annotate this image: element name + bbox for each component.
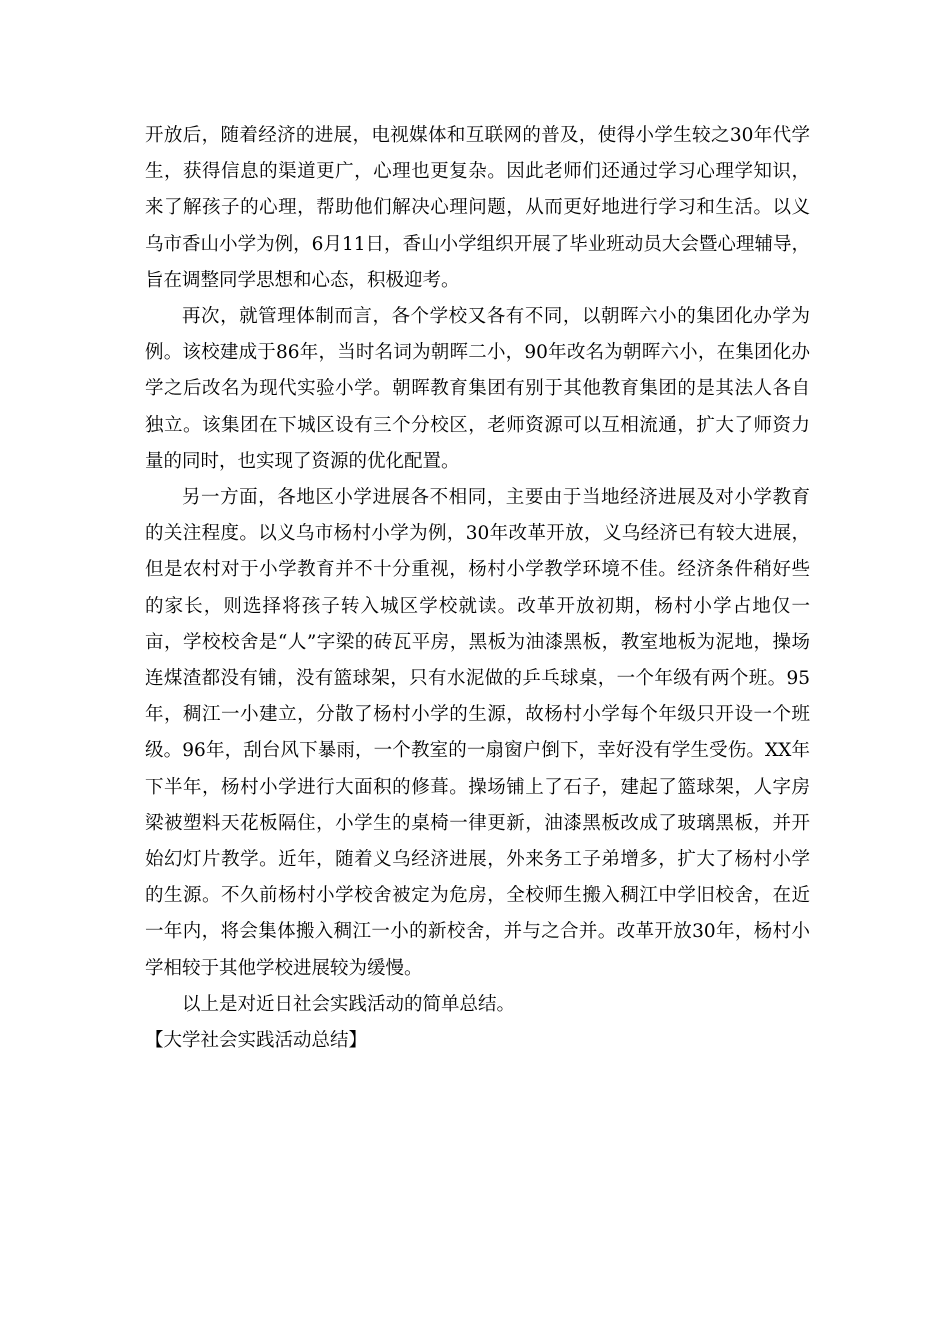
paragraph-regional-development: 另一方面，各地区小学进展各不相同，主要由于当地经济进展及对小学教育的关注程度。以义乌市杨村小学为例，30年改革开放，义乌经济已有较大进展，但是农村对于小学教育并不十分重视，杨村小学教学环境不佳。经济条件稍好些的家长，则选择将孩子转入城区学校就读。改革开放初期，杨村小学占地仅一亩，学校校舍是“人”字梁的砖瓦平房，黑板为油漆黑板，教室地板为泥地，操场连煤渣都没有铺，没有篮球架，只有水泥做的乒乓球桌，一个年级有两个班。95年，稠江一小建立，分散了杨村小学的生源，故杨村小学每个年级只开设一个班级。96年，刮台风下暴雨，一个教室的一扇窗户倒下，幸好没有学生受伤。XX年下半年，杨村小学进行大面积的修葺。操场铺上了石子，建起了篮球架，人字房梁被塑料天花板隔住，小学生的桌椅一律更新，油漆黑板改成了玻璃黑板，并开始幻灯片教学。近年，随着义乌经济进展，外来务工子弟增多，扩大了杨村小学的生源。不久前杨村小学校舍被定为危房，全校师生搬入稠江中学旧校舍，在近一年内，将会集体搬入稠江一小的新校舍，并与之合并。改革开放30年，杨村小学相较于其他学校进展较为缓慢。: [145, 487, 810, 979]
paragraph-continuation: 开放后，随着经济的进展，电视媒体和互联网的普及，使得小学生较之30年代学生，获得信息的渠道更广，心理也更复杂。因此老师们还通过学习心理学知识，来了解孩子的心理，帮助他们解决心理问题，从而更好地进行学习和生活。以义乌市香山小学为例，6月11日，香山小学组织开展了毕业班动员大会暨心理辅导，旨在调整同学思想和心态，积极迎考。: [145, 125, 810, 291]
document-body: [145, 118, 810, 1059]
section-heading: 【大学社会实践活动总结】: [145, 1030, 368, 1052]
paragraph-management: 再次，就管理体制而言，各个学校又各有不同，以朝晖六小的集团化办学为例。该校建成于86年，当时名词为朝晖二小，90年改名为朝晖六小，在集团化办学之后改名为现代实验小学。朝晖教育集团有别于其他教育集团的是其法人各自独立。该集团在下城区设有三个分校区，老师资源可以互相流通，扩大了师资力量的同时，也实现了资源的优化配置。: [145, 306, 810, 472]
paragraph-summary: 以上是对近日社会实践活动的简单总结。: [182, 993, 516, 1015]
